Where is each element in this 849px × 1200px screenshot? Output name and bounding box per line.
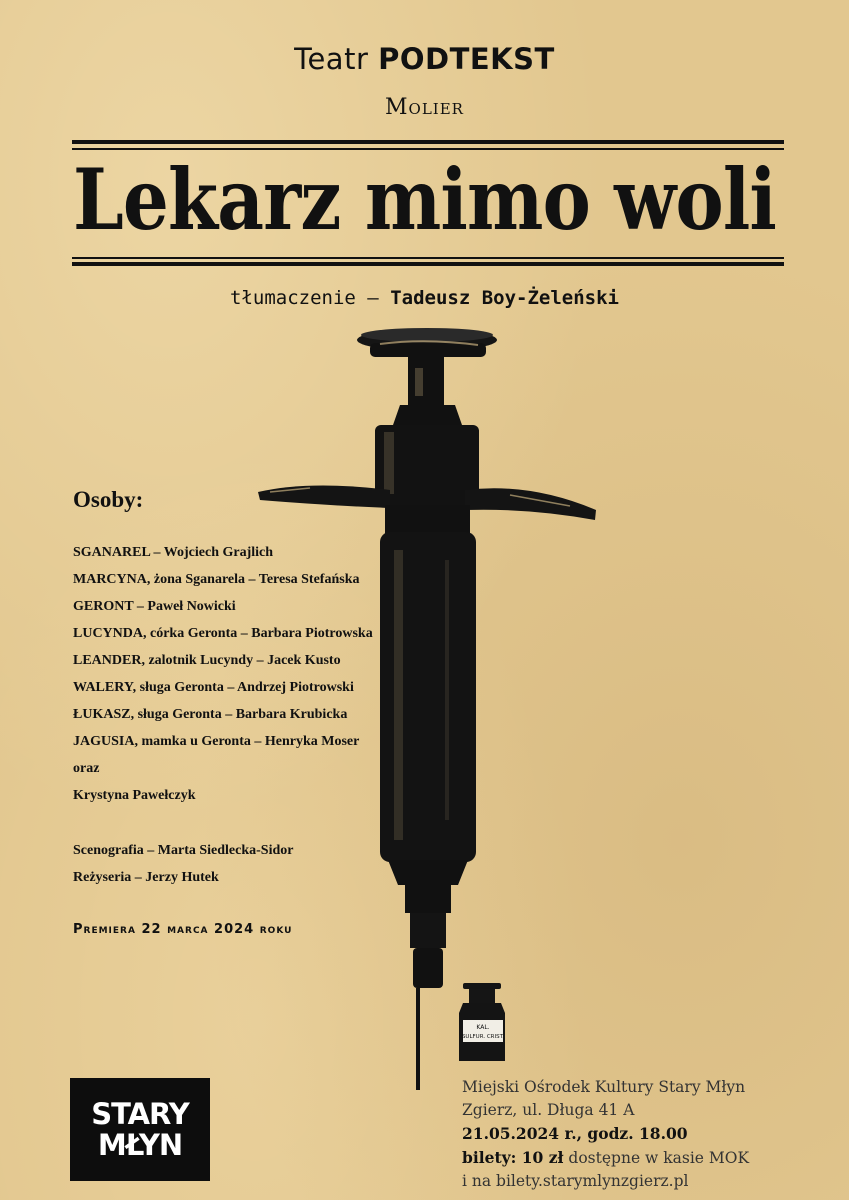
translator-name: Tadeusz Boy-Żeleński (390, 287, 619, 309)
cast-list (73, 544, 373, 814)
event-date: 21.05.2024 r., godz. 18.00 (462, 1124, 688, 1143)
title-rule-bottom-thick (72, 262, 784, 266)
tickets-price: bilety: 10 zł (462, 1148, 564, 1167)
bottle-label-line2: SULFUR. CRIST. (461, 1034, 505, 1040)
tickets-website: i na bilety.starymlynzgierz.pl (462, 1172, 689, 1190)
bottle-label-line1: KAL. (476, 1024, 490, 1031)
bottle-illustration (455, 983, 511, 1063)
cast-item: WALERY, sługa Geronta – Andrzej Piotrowski (73, 680, 354, 695)
cast-heading: Osoby: (73, 487, 144, 512)
theatre-prefix: Teatr (294, 42, 369, 76)
logo-line2: MŁYN (97, 1128, 183, 1162)
title-rule-top-thick (72, 140, 784, 144)
cast-item: JAGUSIA, mamka u Geronta – Henryka Moser (73, 734, 360, 749)
stary-mlyn-logo (70, 1078, 210, 1181)
title-rule-bottom-thin (72, 257, 784, 259)
tickets-availability: dostępne w kasie MOK (563, 1149, 750, 1167)
tickets-line (462, 1146, 749, 1170)
translation-credit (0, 287, 849, 309)
logo-line1: STARY (91, 1097, 189, 1131)
cast-item: Krystyna Pawełczyk (73, 788, 196, 803)
venue-info (462, 1076, 749, 1193)
cast-item: GERONT – Paweł Nowicki (73, 599, 236, 614)
translation-prefix: tłumaczenie – (230, 287, 379, 309)
author: Molier (385, 95, 464, 120)
cast-item: MARCYNA, żona Sganarela – Teresa Stefańska (73, 572, 360, 587)
premiere-date: Premiera 22 marca 2024 roku (73, 922, 293, 937)
cast-item: SGANAREL – Wojciech Grajlich (73, 545, 274, 560)
cast-item: ŁUKASZ, sługa Geronta – Barbara Krubicka (73, 707, 348, 722)
crew-list (73, 842, 293, 896)
cast-item: LUCYNDA, córka Geronta – Barbara Piotrowska (73, 626, 373, 641)
venue-name: Miejski Ośrodek Kultury Stary Młyn (462, 1078, 746, 1096)
crew-item: Scenografia – Marta Siedlecka-Sidor (73, 843, 294, 858)
cast-item: LEANDER, zalotnik Lucyndy – Jacek Kusto (73, 653, 341, 668)
theatre-name (0, 42, 849, 76)
crew-item: Reżyseria – Jerzy Hutek (73, 870, 219, 885)
cast-item: oraz (73, 761, 100, 776)
theatre-company: PODTEKST (378, 42, 555, 76)
play-title: Lekarz mimo woli (73, 150, 776, 249)
venue-address: Zgierz, ul. Długa 41 A (462, 1101, 635, 1119)
